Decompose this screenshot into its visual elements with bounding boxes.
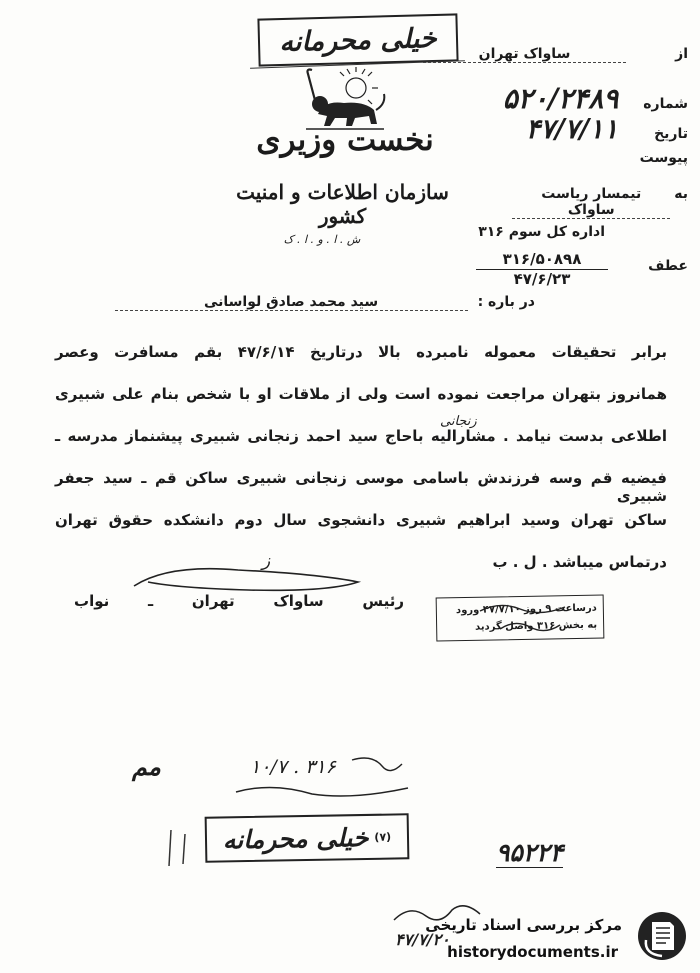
handwritten-note-mid: ۳۱۶ . ۱۰/۷ — [250, 756, 336, 778]
body-line: اطلاعی بدست نیامد . مشارالیه باحاج سید احمد زنجانی شبیری پیشنماز مدرسه ـ — [55, 427, 667, 445]
confidential-stamp-top-label: خیلی محرمانه — [279, 22, 437, 58]
receipt-stamp-line1: درساعت ۹ روز ۴۷/۷/۱۰ ورود — [455, 602, 597, 617]
header-to-row — [512, 186, 688, 219]
margin-marks — [165, 826, 195, 871]
reference-row — [648, 258, 688, 274]
subject-row — [115, 294, 535, 311]
reference-date: ۴۷/۶/۲۳ — [513, 270, 571, 288]
reference-fraction — [476, 250, 608, 288]
stamp-bottom-mark: (۷) — [374, 830, 392, 844]
organization-title: سازمان اطلاعات و امنیت کشور — [236, 180, 449, 228]
archive-logo-icon — [636, 910, 688, 962]
subject-value: سید محمد صادق لواسانی — [115, 294, 468, 311]
handwritten-note-left: مم — [132, 752, 161, 781]
reference-number: ۳۱۶/۵۰۸۹۸ — [502, 250, 582, 268]
header-date-row — [526, 114, 688, 145]
receipt-handwriting-scribble — [470, 597, 580, 637]
header-number-row — [503, 82, 688, 115]
from-label: از — [675, 46, 688, 62]
body-line: ساکن تهران وسید ابراهیم شبیری دانشجوی سال دوم دانشکده حقوق تهران — [55, 511, 667, 529]
header-from-row — [423, 46, 688, 63]
subject-label: در باره : — [477, 294, 535, 310]
number-label: شماره — [643, 96, 688, 112]
date-value: ۴۷/۷/۱۱ — [525, 114, 618, 145]
attachment-label: پیوست — [639, 150, 688, 166]
document-number: ۹۵۲۲۴ — [496, 838, 564, 867]
department-row — [478, 224, 605, 240]
receipt-stamp-line2: به بخش ۳۱۶ واصل گردید — [474, 619, 598, 633]
organization-code: ش . ا . و . ا . ک — [283, 233, 361, 246]
body-line: درتماس میباشد . ل . ب — [492, 553, 667, 571]
watermark-url: historydocuments.ir — [447, 943, 618, 961]
bottom-handwritten-date: ۴۷/۷/۲۰ — [395, 930, 450, 949]
signature-initial: ز — [262, 551, 271, 571]
confidential-stamp-bottom — [205, 813, 410, 863]
from-value: ساواک تهران — [423, 46, 626, 63]
to-label: به — [674, 186, 688, 202]
body-line: فیضیه قم وسه فرزندش باسامی موسی زنجانی شبیری ساکن قم ـ سید جعفر شبیری — [55, 469, 667, 505]
body-line: برابر تحقیقات معموله نامبرده بالا درتاریخ ۴۷/۶/۱۴ بقم مسافرت وعصر — [55, 343, 667, 361]
to-value: تیمسار ریاست ساواک — [512, 186, 670, 219]
header-attachment-row — [640, 150, 688, 166]
ministry-title: نخست وزیری — [256, 122, 434, 158]
body-line: همانروز بتهران مراجعت نموده است ولی از ملاقات او با شخص بنام علی شبیری — [55, 385, 667, 403]
handwritten-insertion: زنجانی — [440, 414, 477, 429]
confidential-stamp-bottom-label: خیلی محرمانه — [222, 822, 369, 854]
watermark-name: مرکز بررسی اسناد تاریخی — [425, 916, 622, 934]
department: اداره کل سوم ۳۱۶ — [478, 224, 605, 240]
reference-label: عطف — [648, 258, 688, 274]
number-value: ۵۲۰/۲۴۸۹ — [502, 82, 619, 115]
signature-title: رئیس ساواک تهران ـ نواب — [74, 592, 404, 610]
date-label: تاریخ — [654, 126, 688, 142]
